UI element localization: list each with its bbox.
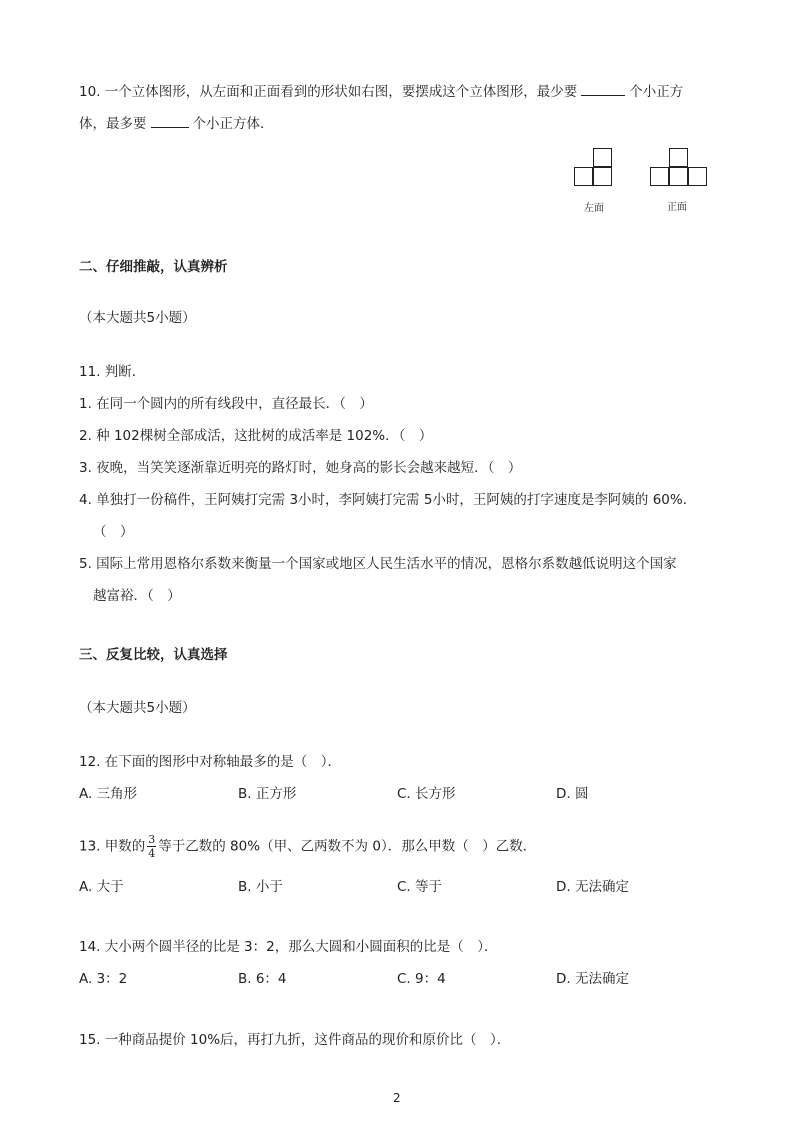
q10-max-blank[interactable] [151, 115, 189, 128]
front-view-cell [688, 167, 707, 186]
q11-item-4: 4. 单独打一份稿件，王阿姨打完需 3小时，李阿姨打完需 5小时，王阿姨的打字速度是李阿姨的 60%． [79, 492, 697, 508]
q11-item-5: 5. 国际上常用恩格尔系数来衡量一个国家或地区人民生活水平的情况，恩格尔系数越低说明这个国家 [79, 556, 677, 572]
section2-title: 二、仔细推敲，认真辨析 [79, 259, 228, 275]
q10-min-blank[interactable] [581, 83, 625, 96]
q15-stem: 15. 一种商品提价 10%后，再打九折，这件商品的现价和原价比（ ）． [79, 1032, 511, 1048]
q14-stem: 14. 大小两个圆半径的比是 3：2，那么大圆和小圆面积的比是（ ）． [79, 939, 498, 955]
q11-item-5-cont: 越富裕．（ ） [93, 588, 181, 604]
q10-line1-text-b: 个小正方 [629, 84, 684, 100]
q14-option-b[interactable]: B. 6：4 [238, 971, 287, 987]
q11-item-4-paren: （ ） [93, 524, 134, 540]
page-number: 2 [393, 1091, 401, 1105]
q12-option-a[interactable]: A. 三角形 [79, 786, 138, 802]
q12-option-b[interactable]: B. 正方形 [238, 786, 297, 802]
q10-line2-text-b: 个小正方体． [192, 116, 274, 132]
q11-item-3: 3. 夜晚，当笑笑逐渐靠近明亮的路灯时，她身高的影长会越来越短．（ ） [79, 460, 522, 476]
q12-option-d[interactable]: D. 圆 [556, 786, 589, 802]
q13-option-d[interactable]: D. 无法确定 [556, 879, 629, 895]
q13-option-c[interactable]: C. 等于 [397, 879, 443, 895]
q14-option-c[interactable]: C. 9：4 [397, 971, 446, 987]
q10-line2 [79, 112, 274, 132]
left-view-cell [574, 167, 593, 186]
q10-line1-text-a: 10. 一个立体图形，从左面和正面看到的形状如右图，要摆成这个立体图形，最少要 [79, 84, 578, 100]
section2-note: （本大题共5小题） [79, 310, 196, 326]
q14-option-d[interactable]: D. 无法确定 [556, 971, 629, 987]
q13-fraction [147, 833, 156, 860]
section3-note: （本大题共5小题） [79, 700, 196, 716]
left-view-figure [574, 148, 614, 188]
left-view-label: 左面 [584, 203, 604, 214]
front-view-cell [669, 148, 688, 167]
q10-line2-text-a: 体，最多要 [79, 116, 147, 132]
left-view-cell [593, 167, 612, 186]
front-view-label: 正面 [667, 202, 687, 213]
left-view-cell [593, 148, 612, 167]
q13-option-a[interactable]: A. 大于 [79, 879, 124, 895]
front-view-cell [669, 167, 688, 186]
q11-item-2: 2. 种 102棵树全部成活，这批树的成活率是 102%．（ ） [79, 428, 433, 444]
section3-title: 三、反复比较，认真选择 [79, 647, 228, 663]
q13-option-b[interactable]: B. 小于 [238, 879, 283, 895]
q13-stem-a: 13. 甲数的 [79, 838, 146, 855]
fraction-denominator: 4 [148, 847, 156, 860]
front-view-cell [650, 167, 669, 186]
q10-line1 [79, 80, 683, 100]
fraction-numerator: 3 [148, 833, 156, 846]
front-view-figure [650, 148, 710, 188]
q13-stem [79, 833, 536, 860]
q11-stem: 11. 判断． [79, 364, 146, 380]
q12-option-c[interactable]: C. 长方形 [397, 786, 456, 802]
q11-item-1: 1. 在同一个圆内的所有线段中，直径最长．（ ） [79, 396, 373, 412]
q13-stem-b: 等于乙数的 80%（甲、乙两数不为 0）．那么甲数（ ）乙数． [158, 838, 537, 855]
q14-option-a[interactable]: A. 3：2 [79, 971, 128, 987]
q12-stem: 12. 在下面的图形中对称轴最多的是（ ）． [79, 754, 342, 770]
